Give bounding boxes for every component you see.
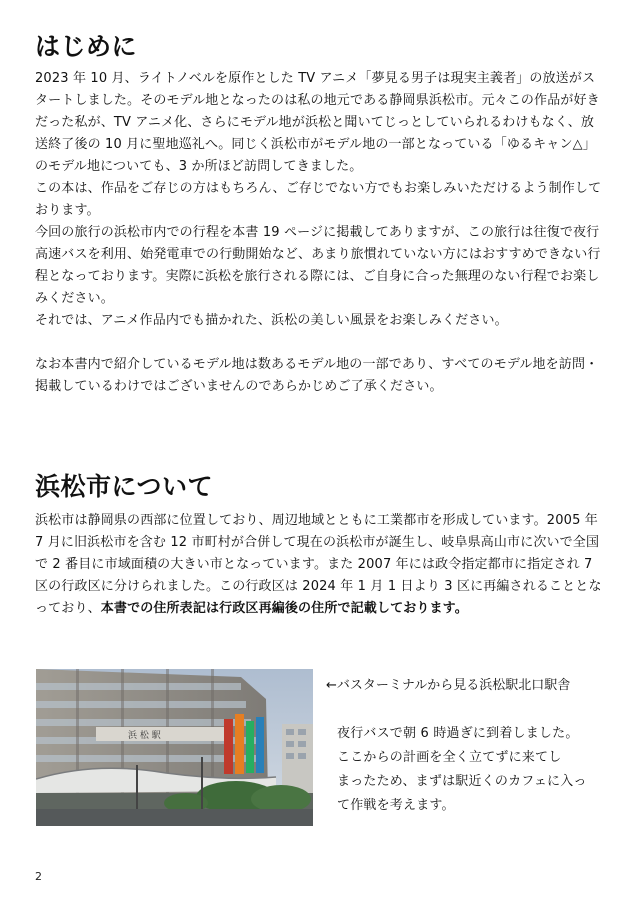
- photo-caption: ←バスターミナルから見る浜松駅北口駅舎: [326, 678, 571, 693]
- section-title-about: 浜松市について: [35, 472, 214, 501]
- photo-description: [337, 722, 607, 818]
- photo-description-line: て作戦を考えます。: [337, 798, 455, 813]
- about-text-bold: 本書での住所表記は行政区再編後の住所で記載しております。: [100, 601, 468, 616]
- intro-paragraph: この本は、作品をご存じの方はもちろん、ご存じでない方でもお楽しみいただけるよう制作しております。: [35, 181, 602, 218]
- intro-note: なお本書内で紹介しているモデル地は数あるモデル地の一部であり、すべてのモデル地を訪問・掲載しているわけではございませんのであらかじめご了承ください。: [35, 357, 599, 394]
- about-body: [35, 510, 603, 620]
- station-sign-text: 浜 松 駅: [128, 731, 161, 741]
- page-number: 2: [35, 870, 42, 883]
- intro-paragraph: 2023 年 10 月、ライトノベルを原作とした TV アニメ「夢見る男子は現実主義者」の放送がスタートしました。そのモデル地となったのは私の地元である静岡県浜松市。元々この作品が好きだった私が、TV アニメ化、さらにモデル地が浜松と聞いてじっとしていられるわけもなく、放送終了後の 10 月に聖地巡礼へ。同じく浜松市がモデル地の一部となっている「ゆるキャン△」のモデル地についても、3 か所ほど訪問してきました。: [35, 71, 600, 174]
- intro-body: [35, 68, 603, 398]
- about-paragraph: [35, 510, 603, 620]
- intro-paragraph: それでは、アニメ作品内でも描かれた、浜松の美しい風景をお楽しみください。: [35, 313, 508, 328]
- photo-description-line: 夜行バスで朝 6 時過ぎに到着しました。: [337, 726, 579, 741]
- paragraph-spacer: [35, 332, 603, 354]
- about-text: 浜松市は静岡県の西部に位置しており、周辺地域とともに工業都市を形成しています。2005 年 7 月に旧浜松市を含む 12 市町村が合併して現在の浜松市が誕生し、岐阜県高山市に次いで全国で 2 番目に市域面積の大きい市となっています。また 2007 年には政令指定都市に指定され 7 区の行政区に分けられました。この行政区は 2024 年 1 月 1 日より 3 区に再編されることとなっており、: [35, 513, 602, 616]
- photo-description-line: ここからの計画を全く立てずに来てし: [337, 750, 562, 765]
- photo-description-line: まったため、まずは駅近くのカフェに入っ: [337, 774, 587, 789]
- intro-paragraph: 今回の旅行の浜松市内での行程を本書 19 ページに掲載してありますが、この旅行は往復で夜行高速バスを利用、始発電車での行動開始など、あまり旅慣れていない方にはおすすめできない行程となっております。実際に浜松を旅行される際には、ご自身に合った無理のない行程でお楽しみください。: [35, 225, 601, 306]
- section-title-intro: はじめに: [35, 32, 138, 61]
- station-photo-image: [36, 669, 313, 826]
- station-photo: [36, 669, 313, 826]
